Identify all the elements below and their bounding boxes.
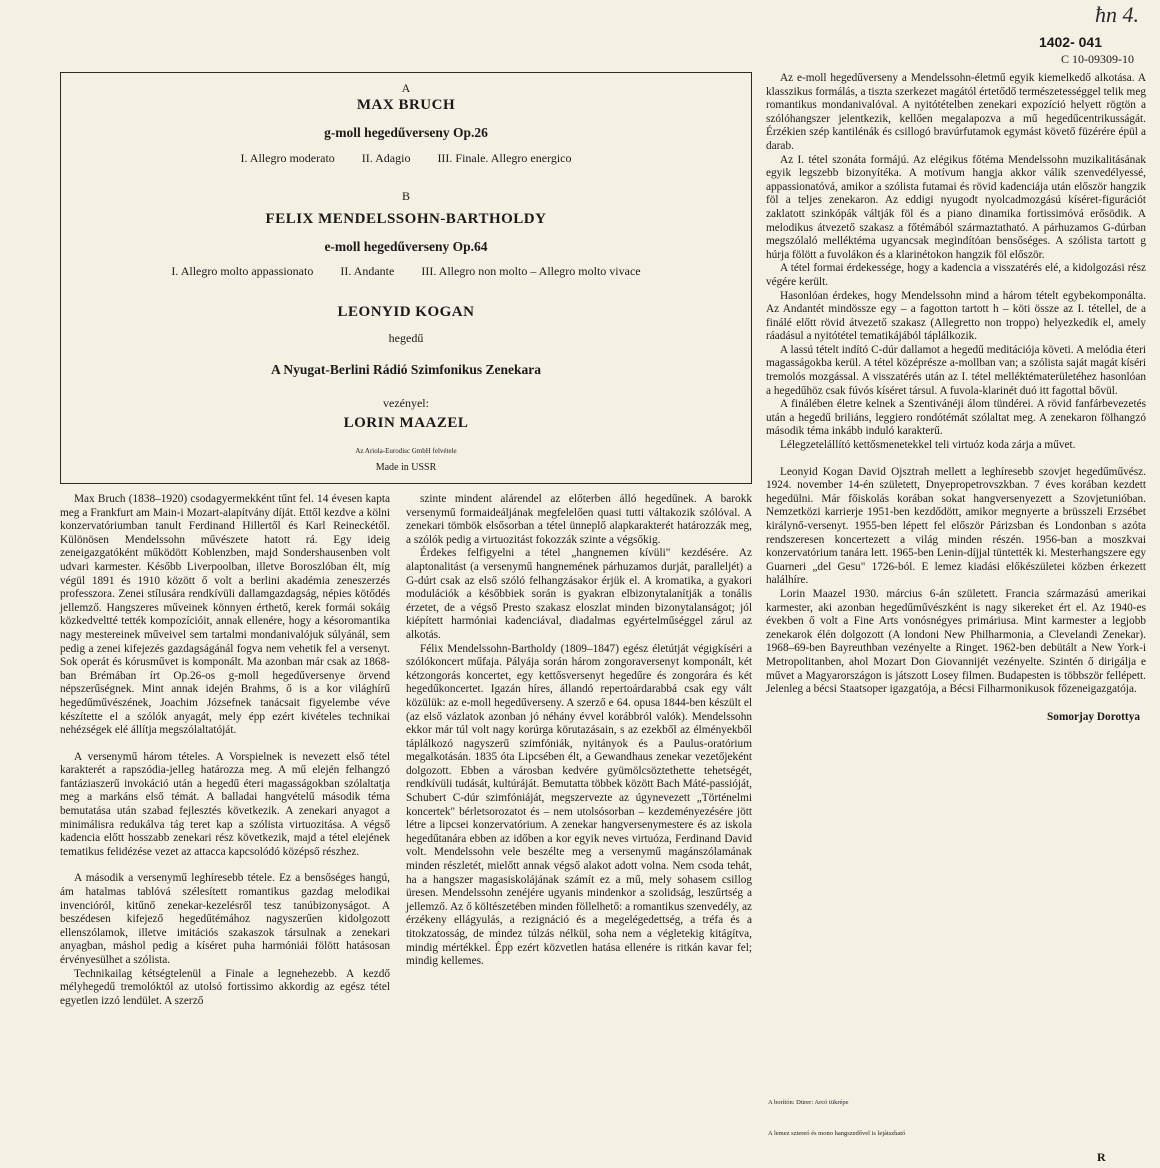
work-b: e-moll hegedűverseny Op.64 bbox=[324, 239, 488, 254]
text-column-2 bbox=[406, 493, 752, 969]
side-a-letter: A bbox=[401, 81, 411, 95]
handwritten-mark: ħn 4. bbox=[1095, 2, 1139, 27]
paragraph: Hasonlóan érdekes, hogy Mendelssohn mind a három tételt egybekomponálta. Az Andantét mindössze egy – a fagotton tartott h – köti össze az I. tétellel, de a finálé előtt rövid átvezető szakasz (Allegretto non troppo) helyezkedik el, amely ráadásul a nyitótétel tematikájából táplálkozik. bbox=[766, 289, 1146, 343]
paragraph: Érdekes felfigyelni a tétel „hangnemen kívüli" kezdésére. Az alaptonalitást (a versenymű hangnemének párhuzamos durját, paralleljét) a G-dúrt csak az első szóló felhangzásakor érjük el. A kromatika, a gyakori modulációk a későbbiek során is gyakran elbizonytalanítják a tonális érzetet, de a végső Presto szakasz eloszlat minden bizonytalanságot; jól kiépített harmóniai kadenciával, diadalmas egyértelműséggel zárul az alkotás. bbox=[406, 547, 752, 641]
cover-credit: A borítón: Dürer: Arcó tükrépe bbox=[768, 1099, 849, 1106]
orchestra-name: A Nyugat-Berlini Rádió Szimfonikus Zenekara bbox=[270, 362, 542, 377]
page-mark: R bbox=[1097, 1150, 1106, 1164]
movement-b-2: II. Andante bbox=[340, 264, 395, 278]
movement-a-1: I. Allegro moderato bbox=[240, 151, 335, 165]
conducts-label: vezényel: bbox=[383, 396, 429, 410]
side-b-letter: B bbox=[401, 189, 410, 203]
soloist-instrument: hegedű bbox=[388, 331, 424, 345]
soloist-name: LEONYID KOGAN bbox=[337, 304, 475, 320]
paragraph: Az e-moll hegedűverseny a Mendelssohn-életmű egyik kiemelkedő alkotása. A klasszikus formálás, a tiszta szerkezet magától értetődő természetességgel telik meg romantikus mondanivalóval. A nyitótételben zenekari expozíció helyett rögtön a szólóhangszer jelentkezik, kellően megalapozva a mű hegedűcentrikusságát. Érzékien szép kantilénák és csillogó bravúrfutamok egymást követő füzérére épül a darab. bbox=[766, 72, 1146, 152]
movement-b-1: I. Allegro molto appassionato bbox=[171, 264, 314, 278]
movements-a bbox=[61, 151, 751, 166]
text-column-1 bbox=[60, 493, 390, 1008]
conductor-name: LORIN MAAZEL bbox=[343, 415, 469, 431]
paragraph: A lassú tételt indító C-dúr dallamot a hegedű meditációja követi. A melódia éteri magasságokba kerül. A tétel középrésze a-mollban van; a szólista saját magát kíséri tremolós mozgással. A visszatérés után az I. tétel melléktématerületéhez hasonlóan a hegedűhöz csak fúvós kíséret társul. A fuvola-klarinét duó itt fagottal bővül. bbox=[766, 343, 1146, 397]
made-in: Made in USSR bbox=[375, 462, 437, 473]
movement-a-3: III. Finale. Allegro energico bbox=[437, 151, 572, 165]
composer-a: MAX BRUCH bbox=[356, 97, 456, 113]
movements-b bbox=[61, 264, 751, 279]
catalog-number: 1402- 041 bbox=[1038, 34, 1102, 50]
work-a: g-moll hegedűverseny Op.26 bbox=[324, 125, 488, 140]
paragraph: A második a versenymű leghíresebb tétele. Ez a bensőséges hangú, ám hatalmas tablóvá szélesített romantikus gazdag melodikai invencióról, kitűnő zenekar-kezelésről tesz tanúbizonyságot. A beszédesen kifejező hegedűtémához nagyszerűen kidolgozott ellenszólamok, illetve imitációs szakaszok társulnak a zenekari anyagban, máshol pedig a kíséret puha harmóniái fölött hatásosan érvényesülhet a szólista. bbox=[60, 872, 390, 966]
paragraph: Lélegzetelállító kettősmenetekkel teli virtuóz koda zárja a művet. bbox=[780, 439, 1076, 452]
text-column-3 bbox=[766, 72, 1146, 724]
paragraph: Lorin Maazel 1930. március 6-án született. Francia származású amerikai karmester, aki azonban hegedűművészként is nagy sikereket ért el. Az 1940-es években ő volt a Fine Arts vonósnégyes primáriusa. Mint karmester a legjobb zenekarok élén dolgozott (A londoni New Philharmonia, a Clevelandi Zenekar). 1968–69-ben Bayreuthban vezényelte a Ringet. 1962-ben debütált a New York-i Metropolitanben, ahol Mozart Don Giovannijét vezényelte. Szintén ő dirigálja e művet a Magyarországon is játszott Losey filmen. Budapesten is többször fellépett. Jelenleg a bécsi Staatsoper igazgatója, a Bécsi Filharmonikusok főzeneigazgatója. bbox=[766, 587, 1146, 696]
movement-a-2: II. Adagio bbox=[361, 151, 411, 165]
title-box bbox=[60, 72, 752, 484]
paragraph: Max Bruch (1838–1920) csodagyermekként tűnt fel. 14 évesen kapta meg a Frankfurt am Main-i Mozart-alapítvány díját. Ettől kezdve a kölni konzervatóriumban tanult Ferdinand Hillertől és Karl Reineckétől. Különösen Mendelssohn művészete hatott rá. Egy ideig zeneigazgatóként működött Koblenzben, majd Sondershausenben volt udvari karmester. Később Liverpoolban, illetve Boroszlóban élt, míg végül 1891 és 1910 között ő volt a berlini akadémia zeneszerzés professzora. Zenei stílusára rendkívüli dallamgazdagság, népies kötődés jellemző. Hangszeres műveinek könnyen érthető, kerek formái sokáig közkedveltté tették kompozícióit, annak ellenére, hogy a késoromantika nagy mestereinek műveivel sem tartalmi mondanivalójuk súlyánál, sem pedig a zenei kifejezés gazdagságánál fogva nem vehetik fel a versenyt. Sok operát és kórusművet is komponált. Ma azonban már csak az 1868-ban Brémában írt Op.26-os g-moll hegedűversenye örvend népszerűségnek. Mint annak idején Brahms, ő is a kor világhírű hegedűművészének, Joachim Józsefnek tanácsait figyelembe véve készítette el a szólók anyagát, mely épp ezért kivételes technikai nehézségek elé állítja megszólaltatóját. bbox=[60, 493, 390, 737]
catalog-code: C 10-09309-10 bbox=[1061, 52, 1134, 66]
author-signature: Somorjay Dorottya bbox=[1047, 710, 1140, 723]
movement-b-3: III. Allegro non molto – Allegro molto vivace bbox=[421, 264, 641, 278]
paragraph: szinte mindent alárendel az előterben álló hegedűnek. A barokk versenymű formaideáljának megfelelően quasi tutti váltakozik szólóval. A zenekari tömbök elsősorban a tétel ünneplő alapkarakterét határozzák meg, a szólók pedig a virtuozitást fokozzák szinte a végsőkig. bbox=[406, 493, 752, 546]
composer-b: FELIX MENDELSSOHN-BARTHOLDY bbox=[265, 211, 547, 227]
paragraph: Leonyid Kogan David Ojsztrah mellett a leghíresebb szovjet hegedűművész. 1924. november 14-én született, Dnyepropetrovszkban. 7 éves korában kezdett hegedülni. Már főiskolás korában sokat hangversenyezett a Szovjetunióban. Nemzetközi karrierje 1951-ben kezdődött, amikor megnyerte a brüsszeli Erzsébet királynő-versenyt. 1955-ben lépett fel először Párizsban és Londonban s azóta rendszeresen koncertezett a világ minden részén. 1956-ban a moszkvai konzervatórium tanára lett. 1965-ben Lenin-díjjal tüntették ki. Mesterhangszere egy Guarneri „del Gesu" 1726-ból. E lemez kiadási előkészületei közben érkezett halálhíre. bbox=[766, 465, 1146, 587]
paragraph: Technikailag kétségtelenül a Finale a legnehezebb. A kezdő mélyhegedű tremolóktól az utolsó fortissimo akkordig az egész tétel egyetlen izzó lendület. A szerző bbox=[60, 967, 390, 1007]
paragraph: A tétel formai érdekessége, hogy a kadencia a visszatérés elé, a kidolgozási rész végére került. bbox=[766, 262, 1146, 288]
paragraph: Félix Mendelssohn-Bartholdy (1809–1847) egész életútját végigkíséri a szólókoncert műfaja. Pályája során három zongoraversenyt komponált, két kétzongorás koncertet, egy kettősversenyt hegedűre és zongorára és két hegedűkoncertet. Igazán híres, állandó repertoárdarabbá csak egy vált közülük: az e-moll hegedűverseny. A szerző e 64. opusa 1844-ben készült el (az első vázlatok azonban jó néhány évvel korábbról valók). Mendelssohn ekkor már túl volt nagy korúrga körutazásain, s az ezekből az élményekből táplálkozó nagyszerű szimfóniák, nyitányok és a Paulus-oratórium megalkotásán. 1835 óta Lipcsében élt, a Gewandhaus zenekar vezetőjeként dolgozott. Ebben a városban kedvére gyümölcsöztethette tehetségét, rendkívüli tudását, kultúráját. Bemutatta többek között Bach Máté-passióját, Schubert C-dúr szimfóniáját, megszervezte az úgynevezett „Történelmi koncertek" bérletsorozatot és – nem utolsósorban – kezdeményezésére jött létre a lipcsei konzervatórium. A zenekar hangversenymestere és az iskola hegedűtanára ebben az időben a kor egyik neves virtuóza, Ferdinand David volt. Mendelssohn vele beszélte meg a versenymű magánszólamának minden részletét, mielőtt annak végső alakot adott volna. Nem csoda tehát, ha a hangszer magasiskolájának számít ez a mű, mely sohasem csillog üresen. Mendelssohn zenéjére ugyanis mindenkor a szolidság, leszűrtség a jellemző. Az ő költészetében minden föllelhető: a romantikus szenvedély, az érzékeny ellágyulás, a rezignáció és a megelégedettség, a tréfa és a titokzatosság, de mindez túlzás nélkül, soha nem a végletekig kitágítva, mindig mértékkel. Épp ezért közvetlen hatása ellenére is ritkán kavar fel; mindig kellemes. bbox=[406, 642, 752, 968]
paragraph: A finálében életre kelnek a Szentivánéji álom tündérei. A rövid fanfárbevezetés után a hegedű briliáns, leggiero rondótémát szólaltat meg. A zenekaron fölhangzó második téma inkább induló karakterű. bbox=[766, 398, 1146, 438]
recording-credit: Az Ariola-Eurodisc GmbH felvétele bbox=[355, 447, 457, 455]
stereo-note: A lemez sztereó és mono hangszedővel is lejátszható bbox=[768, 1130, 906, 1137]
paragraph: Az I. tétel szonáta formájú. Az elégikus főtéma Mendelssohn muzikalitásának egyik legszebb bizonyítéka. A motívum hangja akkor válik szenvedélyessé, appassionatóvá, amikor a szólista futamai és rövid kadenciája után először hangzik föl a teljes zenekaron. Az eddigi nyugodt nyolcadmozgású kíséret-figurációt zaklatott szinkópák váltják föl és a piano dinamika fortissimóvá erősödik. A melodikus átvezető szakasz a főtémából származtatható. A párhuzamos G-dúrban megszólaló melléktéma ugyancsak megindítóan bensőséges. A szólista tartott g húrja fölött a fuvolákon és a klarinétokon hangzik föl először. bbox=[766, 153, 1146, 261]
paragraph: A versenymű három tételes. A Vorspielnek is nevezett első tétel karakterét a rapszódia-jelleg határozza meg. A mű elején felhangzó fantáziaszerű invokáció után a hegedű éteri magasságokban szólaltatja meg a markáns első témát. A balladai hangvételű második téma bemutatása után szabad fejlesztés következik. A zenekari anyagot a minimálisra redukálva tág teret kap a szólista virtuozitása. A végső kadencia előtt hosszabb zenekari rész következik, majd a tétel elejének tematikus felidézése vezet az attacca kapcsolódó középső részhez. bbox=[60, 750, 390, 858]
